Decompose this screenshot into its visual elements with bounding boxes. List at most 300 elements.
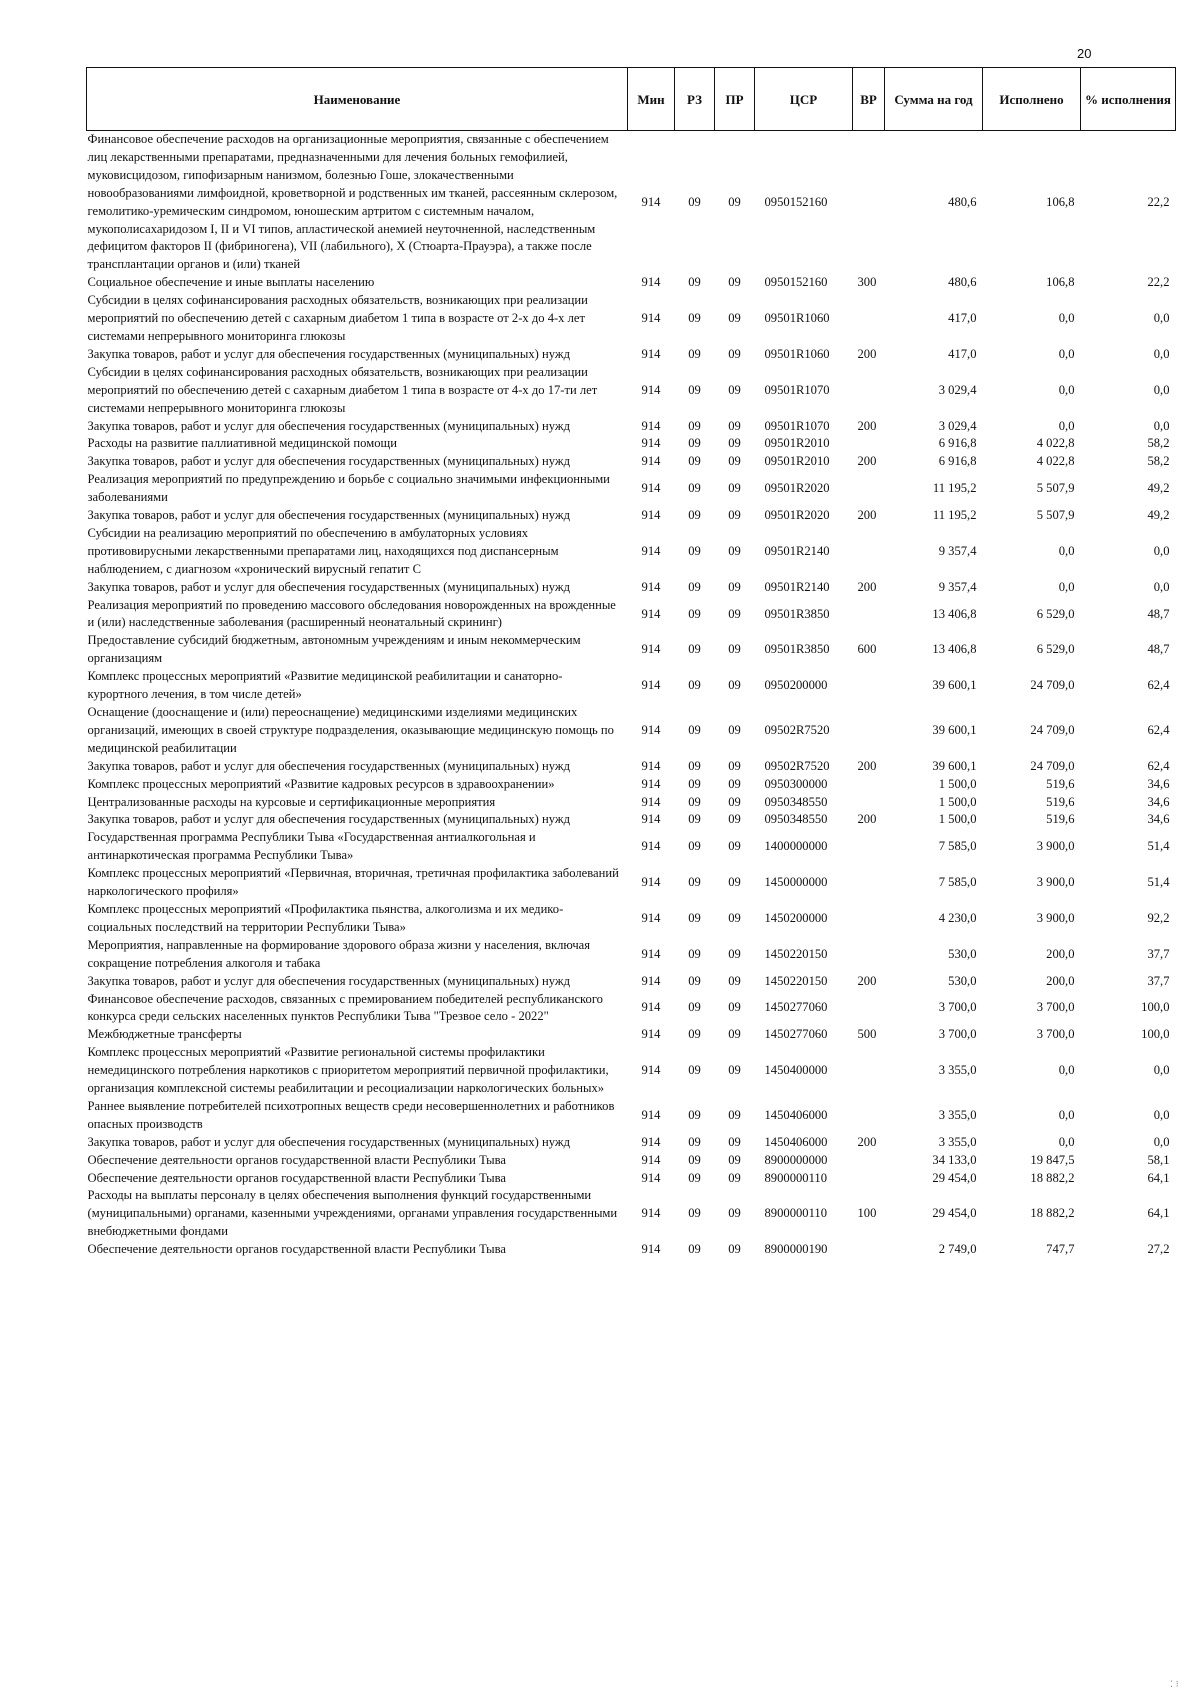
row-name: Закупка товаров, работ и услуг для обеспечения государственных (муниципальных) нужд (87, 579, 570, 594)
row-done: 0,0 (1058, 543, 1075, 558)
row-name: Закупка товаров, работ и услуг для обеспечения государственных (муниципальных) нужд (87, 1134, 570, 1149)
row-sum: 7 585,0 (938, 839, 977, 854)
row-pr: 09 (728, 722, 741, 737)
row-csr: 1450220150 (764, 973, 828, 988)
row-rz: 09 (688, 1000, 701, 1015)
row-name: Закупка товаров, работ и услуг для обеспечения государственных (муниципальных) нужд (87, 454, 570, 469)
row-pr: 09 (728, 758, 741, 773)
table-row (87, 471, 1176, 507)
row-min: 914 (641, 1107, 661, 1122)
row-vr (853, 435, 885, 453)
table-row (87, 901, 1176, 937)
row-name: Мероприятия, направленные на формирование здорового образа жизни у населения, включая сокращение потребления алкоголя и табака (87, 937, 591, 970)
row-rz: 09 (688, 1063, 701, 1078)
row-pr: 09 (728, 579, 741, 594)
row-pr: 09 (728, 311, 741, 326)
row-min: 914 (641, 311, 661, 326)
row-name: Межбюджетные трансферты (87, 1027, 242, 1042)
row-sum: 3 029,4 (938, 382, 977, 397)
row-pr: 09 (728, 642, 741, 657)
row-pr: 09 (728, 606, 741, 621)
row-csr: 09501R1070 (764, 382, 830, 397)
row-name: Закупка товаров, работ и услуг для обеспечения государственных (муниципальных) нужд (87, 418, 570, 433)
row-pct: 0,0 (1153, 311, 1170, 326)
header-min: Мин (628, 68, 675, 131)
row-min: 914 (641, 346, 661, 361)
row-sum: 530,0 (948, 973, 977, 988)
row-min: 914 (641, 910, 661, 925)
row-min: 914 (641, 606, 661, 621)
row-pr: 09 (728, 481, 741, 496)
row-sum: 4 230,0 (938, 910, 977, 925)
row-vr: 200 (857, 418, 877, 433)
table-header (87, 68, 1176, 131)
row-done: 4 022,8 (1036, 436, 1075, 451)
row-min: 914 (641, 579, 661, 594)
row-min: 914 (641, 382, 661, 397)
table-row (87, 937, 1176, 973)
row-sum: 3 700,0 (938, 1000, 977, 1015)
row-name: Обеспечение деятельности органов государственной власти Республики Тыва (87, 1242, 506, 1257)
row-pr: 09 (728, 946, 741, 961)
row-pct: 0,0 (1153, 418, 1170, 433)
table-row (87, 632, 1176, 668)
row-name: Комплекс процессных мероприятий «Развитие кадровых ресурсов в здравоохранении» (87, 776, 555, 791)
row-sum: 13 406,8 (932, 642, 977, 657)
row-min: 914 (641, 1242, 661, 1257)
row-rz: 09 (688, 839, 701, 854)
row-pr: 09 (728, 194, 741, 209)
row-done: 0,0 (1058, 346, 1075, 361)
row-min: 914 (641, 481, 661, 496)
row-csr: 09501R1060 (764, 311, 830, 326)
row-sum: 1 500,0 (938, 776, 977, 791)
row-csr: 0950200000 (764, 678, 828, 693)
row-name: Субсидии в целях софинансирования расходных обязательств, возникающих при реализации мероприятий по обеспечению детей с сахарным диабетом 1 типа в возрасте от 2-х до 4-х лет системами непрерывного мониторинга глюкозы (87, 293, 588, 343)
row-rz: 09 (688, 1242, 701, 1257)
row-csr: 09501R2020 (764, 508, 830, 523)
row-done: 200,0 (1046, 973, 1075, 988)
row-rz: 09 (688, 946, 701, 961)
row-rz: 09 (688, 758, 701, 773)
row-min: 914 (641, 946, 661, 961)
row-pr: 09 (728, 1107, 741, 1122)
table-row (87, 776, 1176, 794)
row-sum: 39 600,1 (932, 758, 977, 773)
row-rz: 09 (688, 973, 701, 988)
row-rz: 09 (688, 875, 701, 890)
row-sum: 7 585,0 (938, 875, 977, 890)
row-done: 0,0 (1058, 1134, 1075, 1149)
row-done: 24 709,0 (1030, 758, 1075, 773)
row-sum: 530,0 (948, 946, 977, 961)
row-csr: 1400000000 (764, 839, 828, 854)
row-pr: 09 (728, 436, 741, 451)
table-row (87, 1044, 1176, 1098)
row-rz: 09 (688, 436, 701, 451)
row-done: 519,6 (1046, 812, 1075, 827)
row-csr: 1450406000 (764, 1134, 828, 1149)
row-vr (853, 1241, 885, 1259)
row-done: 0,0 (1058, 1107, 1075, 1122)
row-sum: 39 600,1 (932, 722, 977, 737)
budget-execution-table (86, 67, 1176, 1259)
row-name: Закупка товаров, работ и услуг для обеспечения государственных (муниципальных) нужд (87, 346, 570, 361)
row-name: Реализация мероприятий по проведению массового обследования новорожденных на врожденные и (или) наследственные заболевания (расширенный неонатальный скрининг) (87, 597, 616, 630)
row-min: 914 (641, 418, 661, 433)
row-sum: 417,0 (948, 346, 977, 361)
row-sum: 3 355,0 (938, 1107, 977, 1122)
row-csr: 09501R3850 (764, 606, 830, 621)
scan-mark: ⁚ ⁝ (1170, 1680, 1179, 1690)
row-pr: 09 (728, 839, 741, 854)
row-csr: 09501R2140 (764, 579, 830, 594)
row-csr: 0950348550 (764, 794, 828, 809)
row-rz: 09 (688, 678, 701, 693)
row-pct: 48,7 (1147, 606, 1170, 621)
row-done: 5 507,9 (1036, 508, 1075, 523)
row-pct: 51,4 (1147, 839, 1170, 854)
row-rz: 09 (688, 194, 701, 209)
row-sum: 11 195,2 (932, 508, 977, 523)
row-done: 5 507,9 (1036, 481, 1075, 496)
row-vr: 200 (857, 758, 877, 773)
row-done: 0,0 (1058, 418, 1075, 433)
row-done: 519,6 (1046, 794, 1075, 809)
header-pct: % исполнения (1081, 68, 1176, 131)
row-pct: 58,2 (1147, 454, 1170, 469)
row-sum: 1 500,0 (938, 812, 977, 827)
table-row (87, 525, 1176, 579)
row-min: 914 (641, 875, 661, 890)
row-name: Предоставление субсидий бюджетным, автономным учреждениям и иным некоммерческим организациям (87, 633, 581, 666)
row-rz: 09 (688, 454, 701, 469)
row-sum: 39 600,1 (932, 678, 977, 693)
table-row (87, 1241, 1176, 1259)
table-row (87, 597, 1176, 633)
row-vr (853, 1044, 885, 1098)
row-done: 6 529,0 (1036, 642, 1075, 657)
row-sum: 34 133,0 (932, 1152, 977, 1167)
row-done: 18 882,2 (1030, 1170, 1075, 1185)
row-min: 914 (641, 454, 661, 469)
row-pct: 34,6 (1147, 812, 1170, 827)
row-csr: 09502R7520 (764, 722, 830, 737)
row-name: Обеспечение деятельности органов государственной власти Республики Тыва (87, 1152, 506, 1167)
row-pr: 09 (728, 1063, 741, 1078)
row-pct: 34,6 (1147, 794, 1170, 809)
table-row (87, 346, 1176, 364)
header-vr: ВР (853, 68, 885, 131)
row-done: 106,8 (1046, 275, 1075, 290)
row-vr (853, 776, 885, 794)
row-csr: 1450220150 (764, 946, 828, 961)
table-row (87, 991, 1176, 1027)
row-done: 747,7 (1046, 1242, 1075, 1257)
row-done: 24 709,0 (1030, 678, 1075, 693)
row-sum: 11 195,2 (932, 481, 977, 496)
row-pr: 09 (728, 543, 741, 558)
row-vr (853, 471, 885, 507)
row-pr: 09 (728, 1152, 741, 1167)
row-pct: 37,7 (1147, 946, 1170, 961)
row-rz: 09 (688, 1206, 701, 1221)
row-csr: 0950152160 (764, 194, 828, 209)
row-vr (853, 991, 885, 1027)
row-csr: 8900000190 (764, 1242, 828, 1257)
table-row (87, 811, 1176, 829)
row-vr (853, 131, 885, 275)
row-csr: 0950348550 (764, 812, 828, 827)
row-pct: 62,4 (1147, 758, 1170, 773)
row-name: Государственная программа Республики Тыва «Государственная антиалкогольная и антинаркотическая программа Республики Тыва» (87, 830, 536, 863)
row-pr: 09 (728, 875, 741, 890)
row-name: Обеспечение деятельности органов государственной власти Республики Тыва (87, 1170, 506, 1185)
row-name: Закупка товаров, работ и услуг для обеспечения государственных (муниципальных) нужд (87, 973, 570, 988)
row-pct: 58,1 (1147, 1152, 1170, 1167)
row-rz: 09 (688, 1134, 701, 1149)
row-vr: 300 (857, 275, 877, 290)
row-rz: 09 (688, 642, 701, 657)
table-row (87, 453, 1176, 471)
row-pct: 0,0 (1153, 1107, 1170, 1122)
row-pr: 09 (728, 508, 741, 523)
row-done: 19 847,5 (1030, 1152, 1075, 1167)
row-rz: 09 (688, 1170, 701, 1185)
row-sum: 29 454,0 (932, 1206, 977, 1221)
row-sum: 9 357,4 (938, 543, 977, 558)
header-rz: РЗ (675, 68, 715, 131)
row-pct: 58,2 (1147, 436, 1170, 451)
row-min: 914 (641, 275, 661, 290)
row-name: Финансовое обеспечение расходов, связанных с премированием победителей республиканского конкурса среди сельских населенных пунктов Республики Тыва "Трезвое село - 2022" (87, 991, 603, 1024)
row-name: Субсидии на реализацию мероприятий по обеспечению в амбулаторных условиях противовирусными лекарственными препаратами лиц, находящихся под диспансерным наблюдением, с диагнозом «хронический вирусный гепатит С (87, 525, 559, 576)
table-body (87, 131, 1176, 1260)
row-vr: 200 (857, 1134, 877, 1149)
row-done: 0,0 (1058, 382, 1075, 397)
row-vr: 200 (857, 973, 877, 988)
row-pct: 0,0 (1153, 1134, 1170, 1149)
row-pct: 27,2 (1147, 1242, 1170, 1257)
row-min: 914 (641, 1152, 661, 1167)
table-row (87, 829, 1176, 865)
row-rz: 09 (688, 794, 701, 809)
row-name: Централизованные расходы на курсовые и сертификационные мероприятия (87, 794, 496, 809)
row-pct: 49,2 (1147, 481, 1170, 496)
table-row (87, 364, 1176, 418)
row-sum: 6 916,8 (938, 454, 977, 469)
row-csr: 09501R2020 (764, 481, 830, 496)
row-vr: 200 (857, 346, 877, 361)
row-pr: 09 (728, 776, 741, 791)
row-pct: 37,7 (1147, 973, 1170, 988)
row-csr: 09501R1060 (764, 346, 830, 361)
row-vr (853, 829, 885, 865)
header-name: Наименование (87, 68, 628, 131)
row-pr: 09 (728, 418, 741, 433)
table-row (87, 579, 1176, 597)
row-name: Социальное обеспечение и иные выплаты населению (87, 275, 375, 290)
row-rz: 09 (688, 418, 701, 433)
header-csr: ЦСР (755, 68, 853, 131)
row-rz: 09 (688, 311, 701, 326)
row-done: 3 700,0 (1036, 1027, 1075, 1042)
row-name: Закупка товаров, работ и услуг для обеспечения государственных (муниципальных) нужд (87, 508, 570, 523)
row-done: 200,0 (1046, 946, 1075, 961)
table-row (87, 1026, 1176, 1044)
row-vr (853, 1152, 885, 1170)
row-pr: 09 (728, 382, 741, 397)
row-sum: 2 749,0 (938, 1242, 977, 1257)
row-vr (853, 1098, 885, 1134)
row-done: 3 900,0 (1036, 875, 1075, 890)
row-done: 3 700,0 (1036, 1000, 1075, 1015)
row-min: 914 (641, 508, 661, 523)
row-vr (853, 1170, 885, 1188)
row-pct: 0,0 (1153, 382, 1170, 397)
table-row (87, 274, 1176, 292)
row-rz: 09 (688, 481, 701, 496)
row-vr: 200 (857, 508, 877, 523)
row-sum: 3 029,4 (938, 418, 977, 433)
row-min: 914 (641, 794, 661, 809)
row-vr: 100 (857, 1206, 877, 1221)
row-min: 914 (641, 1134, 661, 1149)
row-pr: 09 (728, 346, 741, 361)
row-rz: 09 (688, 1107, 701, 1122)
table-row (87, 865, 1176, 901)
row-done: 4 022,8 (1036, 454, 1075, 469)
row-csr: 1450400000 (764, 1063, 828, 1078)
row-pr: 09 (728, 910, 741, 925)
row-sum: 3 700,0 (938, 1027, 977, 1042)
row-pr: 09 (728, 812, 741, 827)
row-pct: 0,0 (1153, 579, 1170, 594)
row-min: 914 (641, 973, 661, 988)
table-row (87, 794, 1176, 812)
row-csr: 09501R2140 (764, 543, 830, 558)
row-pct: 100,0 (1141, 1000, 1170, 1015)
row-pct: 0,0 (1153, 1063, 1170, 1078)
row-done: 6 529,0 (1036, 606, 1075, 621)
page-number: 20 (1077, 46, 1092, 61)
row-pr: 09 (728, 1242, 741, 1257)
table-row (87, 435, 1176, 453)
row-pct: 100,0 (1141, 1027, 1170, 1042)
row-sum: 480,6 (948, 194, 977, 209)
table-row (87, 758, 1176, 776)
row-rz: 09 (688, 382, 701, 397)
row-pr: 09 (728, 1000, 741, 1015)
row-min: 914 (641, 436, 661, 451)
row-name: Комплекс процессных мероприятий «Профилактика пьянства, алкоголизма и их медико-социальных последствий на территории Республики Тыва» (87, 901, 564, 934)
row-done: 106,8 (1046, 194, 1075, 209)
row-rz: 09 (688, 776, 701, 791)
row-vr (853, 865, 885, 901)
row-done: 0,0 (1058, 311, 1075, 326)
row-name: Оснащение (дооснащение и (или) переоснащение) медицинскими изделиями медицинских организаций, имеющих в своей структуре подразделения, оказывающие медицинскую помощь по медицинской реабилитации (87, 705, 614, 755)
row-vr (853, 794, 885, 812)
row-done: 24 709,0 (1030, 722, 1075, 737)
row-name: Закупка товаров, работ и услуг для обеспечения государственных (муниципальных) нужд (87, 758, 570, 773)
row-pr: 09 (728, 973, 741, 988)
row-pct: 0,0 (1153, 346, 1170, 361)
row-name: Комплекс процессных мероприятий «Развитие региональной системы профилактики немедицинского потребления наркотиков с приоритетом мероприятий первичной профилактики, организация комплексной системы реабилитации и ресоциализации наркологических больных» (87, 1045, 609, 1096)
row-min: 914 (641, 678, 661, 693)
table-row (87, 131, 1176, 275)
table-row (87, 1152, 1176, 1170)
row-pr: 09 (728, 1170, 741, 1185)
row-pct: 34,6 (1147, 776, 1170, 791)
row-csr: 09501R1070 (764, 418, 830, 433)
row-rz: 09 (688, 910, 701, 925)
row-min: 914 (641, 1206, 661, 1221)
row-pct: 62,4 (1147, 722, 1170, 737)
row-pct: 64,1 (1147, 1170, 1170, 1185)
table-row (87, 1170, 1176, 1188)
row-sum: 417,0 (948, 311, 977, 326)
table-row (87, 1187, 1176, 1241)
row-vr (853, 901, 885, 937)
row-vr: 200 (857, 579, 877, 594)
table-row (87, 418, 1176, 436)
row-pr: 09 (728, 794, 741, 809)
row-min: 914 (641, 1170, 661, 1185)
row-pct: 22,2 (1147, 275, 1170, 290)
row-name: Расходы на выплаты персоналу в целях обеспечения выполнения функций государственными (муниципальными) органами, казенными учреждениями, органами управления государственными внебюджетными фондами (87, 1188, 618, 1239)
row-sum: 13 406,8 (932, 606, 977, 621)
row-sum: 6 916,8 (938, 436, 977, 451)
row-name: Финансовое обеспечение расходов на организационные мероприятия, связанные с обеспечением лиц лекарственными препаратами, предназначенными для лечения больных гемофилией, муковисцидозом, гипофизарным нанизмом, болезнью Гоше, злокачественными новообразованиями лимфоидной, кроветворной и родственных им тканей, рассеянным склерозом, гемолитико-уремическим синдромом, юношеским артритом с системным началом, мукополисахаридозом I, II и VI типов, апластической анемией неуточненной, наследственным дефицитом факторов II (фибриногена), VII (лабильного), X (Стюарта-Прауэра), а также после трансплантации органов и (или) тканей (87, 132, 618, 272)
row-rz: 09 (688, 579, 701, 594)
header-pr: ПР (715, 68, 755, 131)
row-pr: 09 (728, 1134, 741, 1149)
row-pct: 64,1 (1147, 1206, 1170, 1221)
row-csr: 8900000110 (764, 1170, 828, 1185)
table-row (87, 973, 1176, 991)
header-done: Исполнено (983, 68, 1081, 131)
table-row (87, 668, 1176, 704)
row-pct: 0,0 (1153, 543, 1170, 558)
row-pr: 09 (728, 678, 741, 693)
row-csr: 8900000110 (764, 1206, 828, 1221)
row-min: 914 (641, 1063, 661, 1078)
row-pct: 48,7 (1147, 642, 1170, 657)
table-row (87, 292, 1176, 346)
row-vr: 200 (857, 812, 877, 827)
table-row (87, 1098, 1176, 1134)
row-min: 914 (641, 839, 661, 854)
row-pct: 62,4 (1147, 678, 1170, 693)
row-csr: 09502R7520 (764, 758, 830, 773)
row-vr: 500 (857, 1027, 877, 1042)
row-csr: 09501R2010 (764, 454, 830, 469)
row-rz: 09 (688, 606, 701, 621)
row-vr (853, 364, 885, 418)
row-vr (853, 292, 885, 346)
row-rz: 09 (688, 722, 701, 737)
row-name: Комплекс процессных мероприятий «Первичная, вторичная, третичная профилактика заболеваний наркологического профиля» (87, 866, 619, 899)
row-min: 914 (641, 642, 661, 657)
row-name: Реализация мероприятий по предупреждению и борьбе с социально значимыми инфекционными заболеваниями (87, 472, 610, 505)
row-csr: 0950300000 (764, 776, 828, 791)
row-done: 18 882,2 (1030, 1206, 1075, 1221)
row-vr (853, 704, 885, 758)
row-name: Комплекс процессных мероприятий «Развитие медицинской реабилитации и санаторно-курортного лечения, в том числе детей» (87, 669, 563, 702)
row-min: 914 (641, 812, 661, 827)
row-min: 914 (641, 722, 661, 737)
row-min: 914 (641, 776, 661, 791)
